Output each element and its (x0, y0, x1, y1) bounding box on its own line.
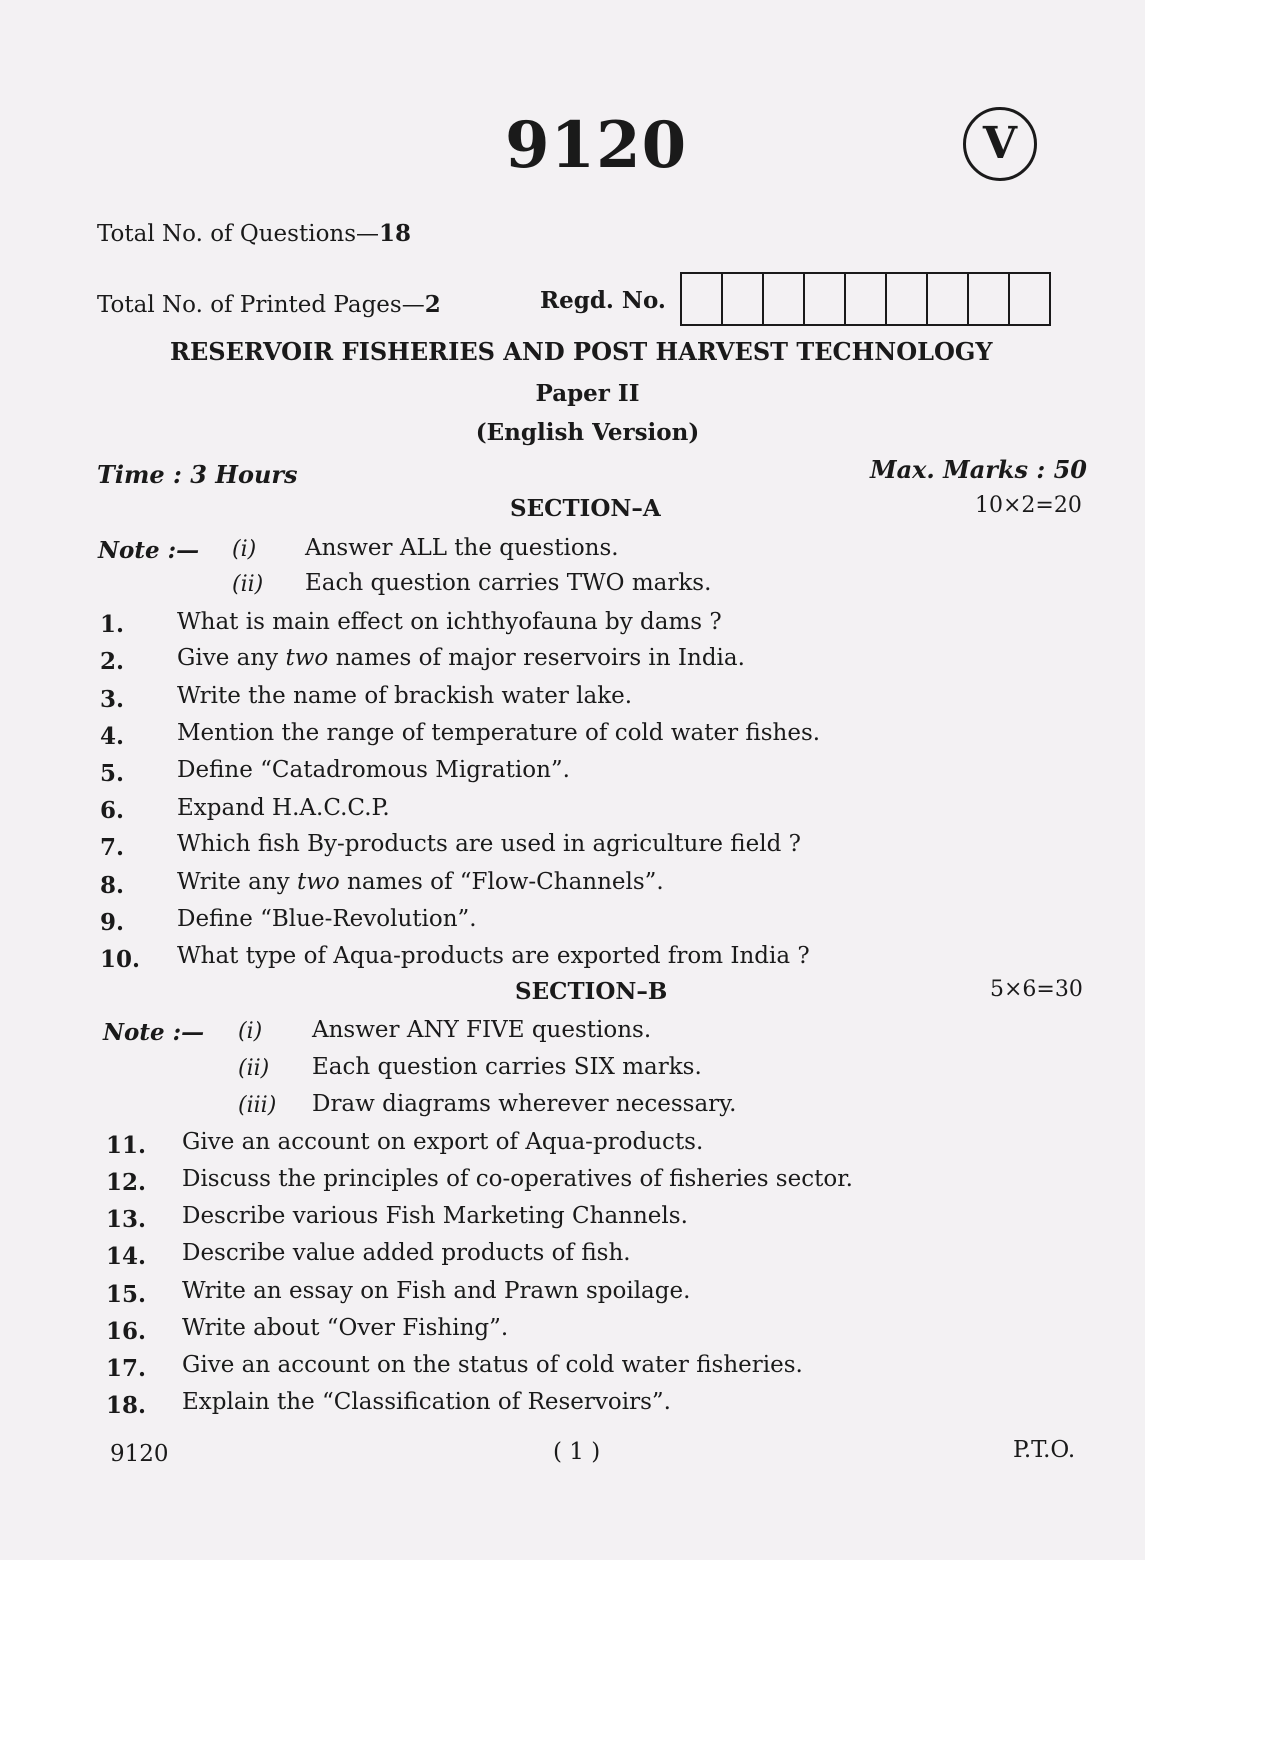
time-allowed: Time : 3 Hours (97, 460, 298, 489)
question-number: 13. (106, 1206, 147, 1233)
pto-label: P.T.O. (1013, 1437, 1076, 1463)
question-text: Give any two names of major reservoirs in India. (177, 645, 745, 671)
question-number: 18. (106, 1392, 147, 1419)
question-text: Which fish By-products are used in agriculture field ? (177, 831, 801, 857)
regd-box[interactable] (887, 274, 928, 324)
question-text: Explain the “Classification of Reservoirs”. (182, 1389, 671, 1415)
question-number: 5. (100, 760, 125, 787)
paper-code: 9120 (505, 108, 688, 183)
section-a-heading: SECTION–A (510, 495, 661, 522)
question-text: Expand H.A.C.C.P. (177, 795, 390, 821)
paper-subtitle: Paper II (535, 380, 640, 407)
regd-box[interactable] (928, 274, 969, 324)
question-text: Write the name of brackish water lake. (177, 683, 633, 709)
question-text: Describe various Fish Marketing Channels. (182, 1203, 688, 1229)
regd-no-boxes[interactable] (680, 272, 1051, 326)
question-text: Write an essay on Fish and Prawn spoilage. (182, 1278, 691, 1304)
footer-code: 9120 (110, 1441, 169, 1467)
question-number: 8. (100, 872, 125, 899)
regd-box[interactable] (969, 274, 1010, 324)
note-text: Each question carries TWO marks. (305, 570, 712, 596)
total-pages-label: Total No. of Printed Pages— (97, 292, 425, 318)
question-text: Write any two names of “Flow-Channels”. (177, 869, 664, 895)
section-a-note-label: Note :— (98, 537, 200, 564)
note-text: Each question carries SIX marks. (312, 1054, 702, 1080)
total-pages-value: 2 (424, 291, 441, 318)
page-number: ( 1 ) (553, 1439, 601, 1465)
question-text: Describe value added products of fish. (182, 1240, 631, 1266)
question-number: 15. (106, 1281, 147, 1308)
question-number: 9. (100, 909, 125, 936)
question-text: Discuss the principles of co-operatives of fisheries sector. (182, 1166, 853, 1192)
question-number: 11. (106, 1132, 147, 1159)
question-number: 10. (100, 946, 141, 973)
question-number: 7. (100, 834, 125, 861)
question-number: 16. (106, 1318, 147, 1345)
question-text: What is main effect on ichthyofauna by dams ? (177, 609, 722, 635)
section-b-heading: SECTION–B (515, 978, 668, 1005)
paper-version: (English Version) (475, 419, 700, 446)
paper-title: RESERVOIR FISHERIES AND POST HARVEST TECHNOLOGY (170, 337, 993, 366)
note-number: (iii) (238, 1093, 277, 1118)
question-number: 14. (106, 1243, 147, 1270)
question-number: 2. (100, 648, 125, 675)
note-text: Draw diagrams wherever necessary. (312, 1091, 737, 1117)
question-number: 6. (100, 797, 125, 824)
question-text: What type of Aqua-products are exported from India ? (177, 943, 810, 969)
version-badge: V (963, 107, 1037, 181)
total-pages (97, 291, 441, 318)
section-b-note-label: Note :— (103, 1019, 205, 1046)
total-questions (97, 220, 411, 247)
question-text: Write about “Over Fishing”. (182, 1315, 509, 1341)
regd-box[interactable] (1010, 274, 1049, 324)
total-questions-value: 18 (379, 220, 412, 247)
regd-box[interactable] (805, 274, 846, 324)
question-text: Give an account on export of Aqua-products. (182, 1129, 704, 1155)
question-text: Define “Catadromous Migration”. (177, 757, 570, 783)
question-text: Give an account on the status of cold water fisheries. (182, 1352, 803, 1378)
note-number: (ii) (238, 1056, 270, 1081)
question-number: 12. (106, 1169, 147, 1196)
note-number: (ii) (232, 572, 264, 597)
max-marks: Max. Marks : 50 (870, 455, 1088, 484)
regd-box[interactable] (846, 274, 887, 324)
note-number: (i) (238, 1019, 263, 1044)
note-text: Answer ANY FIVE questions. (312, 1017, 652, 1043)
regd-box[interactable] (723, 274, 764, 324)
question-number: 1. (100, 611, 125, 638)
section-b-marks: 5×6=30 (990, 977, 1083, 1002)
total-questions-label: Total No. of Questions— (97, 221, 380, 247)
regd-no-label: Regd. No. (540, 287, 666, 314)
section-a-marks: 10×2=20 (975, 493, 1082, 518)
note-text: Answer ALL the questions. (305, 535, 619, 561)
note-number: (i) (232, 537, 257, 562)
regd-box[interactable] (682, 274, 723, 324)
question-number: 3. (100, 686, 125, 713)
question-text: Define “Blue-Revolution”. (177, 906, 477, 932)
regd-box[interactable] (764, 274, 805, 324)
question-text: Mention the range of temperature of cold water fishes. (177, 720, 821, 746)
question-number: 17. (106, 1355, 147, 1382)
question-number: 4. (100, 723, 125, 750)
